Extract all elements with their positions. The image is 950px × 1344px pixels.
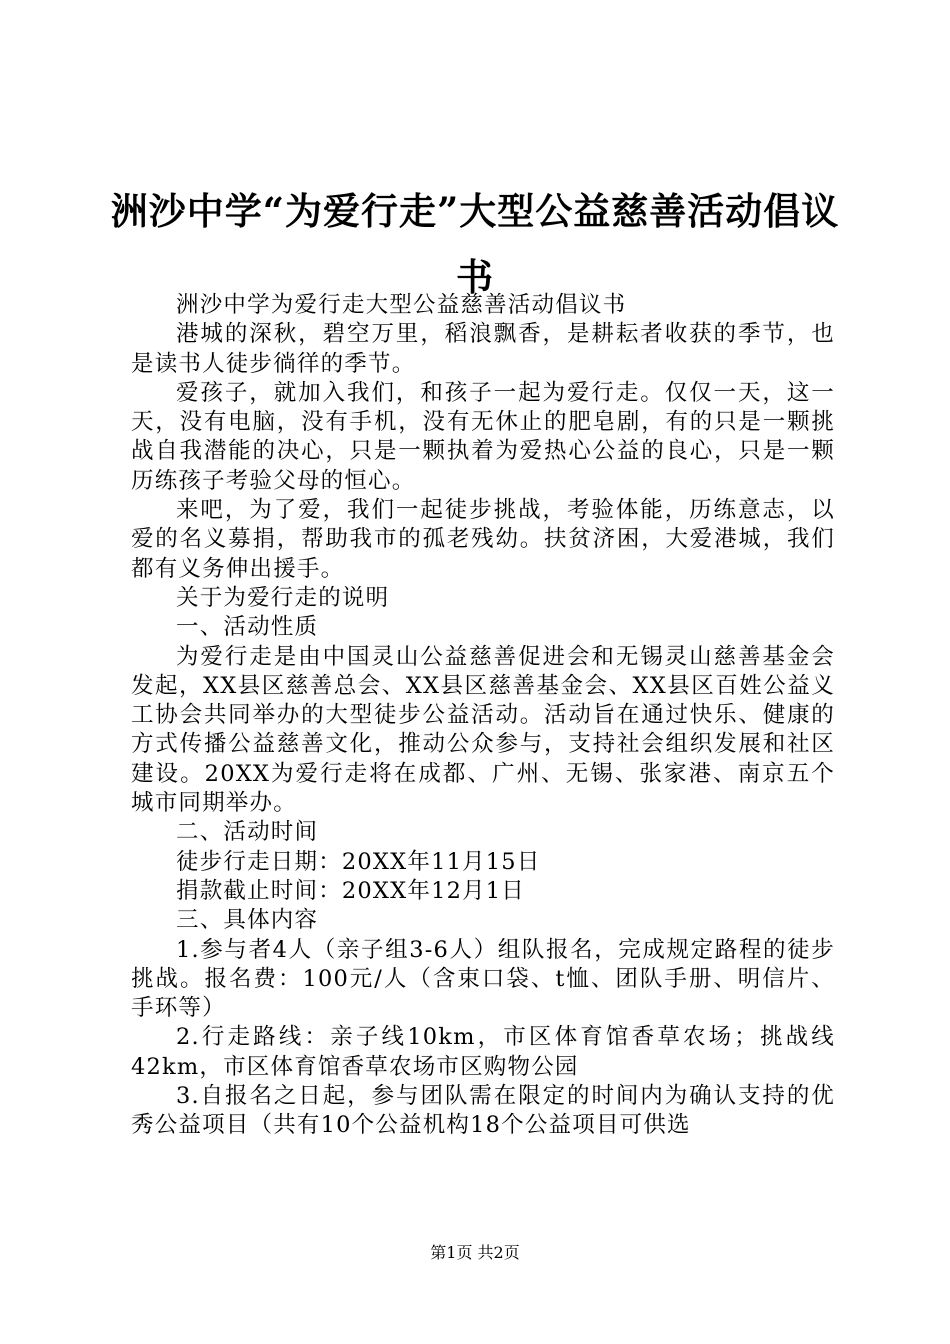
paragraph-love-children: 爱孩子，就加入我们，和孩子一起为爱行走。仅仅一天，这一天，没有电脑，没有手机，没有无休止的肥皂剧，有的只是一颗挑战自我潜能的决心，只是一颗执着为爱热心公益的良心，只是一颗历练孩子考验父母的恒心。: [131, 379, 835, 494]
paragraph-nature: 为爱行走是由中国灵山公益慈善促进会和无锡灵山慈善基金会发起，XX县区慈善总会、XX县区慈善基金会、XX县区百姓公益义工协会共同举办的大型徒步公益活动。活动旨在通过快乐、健康的方式传播公益慈善文化，推动公众参与，支持社会组织发展和社区建设。20XX为爱行走将在成都、广州、无锡、张家港、南京五个城市同期举办。: [131, 643, 835, 817]
paragraph-item-2: 2.行走路线：亲子线10km，市区体育馆香草农场；挑战线42km，市区体育馆香草农场市区购物公园: [131, 1024, 835, 1080]
section-heading-time: 二、活动时间: [176, 819, 319, 846]
paragraph-call-to-action: 来吧，为了爱，我们一起徒步挑战，考验体能，历练意志，以爱的名义募捐，帮助我市的孤老残幼。扶贫济困，大爱港城，我们都有义务伸出援手。: [131, 497, 835, 582]
document-title: 洲沙中学“为爱行走”大型公益慈善活动倡议书: [110, 189, 840, 299]
page-footer: 第1页 共2页: [430, 1243, 520, 1262]
paragraph-item-3: 3.自报名之日起，参与团队需在限定的时间内为确认支持的优秀公益项目（共有10个公益机构18个公益项目可供选: [131, 1083, 835, 1139]
section-heading-explanation: 关于为爱行走的说明: [176, 584, 390, 611]
paragraph-item-1: 1.参与者4人（亲子组3-6人）组队报名，完成规定路程的徒步挑战。报名费：100元/人（含束口袋、t恤、团队手册、明信片、手环等）: [131, 936, 835, 1022]
section-heading-nature: 一、活动性质: [176, 614, 319, 641]
paragraph-walk-date: 徒步行走日期：20XX年11月15日: [176, 848, 541, 875]
document-body: [131, 291, 835, 1141]
paragraph-intro: 港城的深秋，碧空万里，稻浪飘香，是耕耘者收获的季节，也是读书人徒步徜徉的季节。: [131, 321, 835, 377]
section-heading-content: 三、具体内容: [176, 907, 319, 934]
paragraph-donation-deadline: 捐款截止时间：20XX年12月1日: [176, 877, 526, 904]
paragraph-subtitle: 洲沙中学为爱行走大型公益慈善活动倡议书: [176, 292, 627, 318]
